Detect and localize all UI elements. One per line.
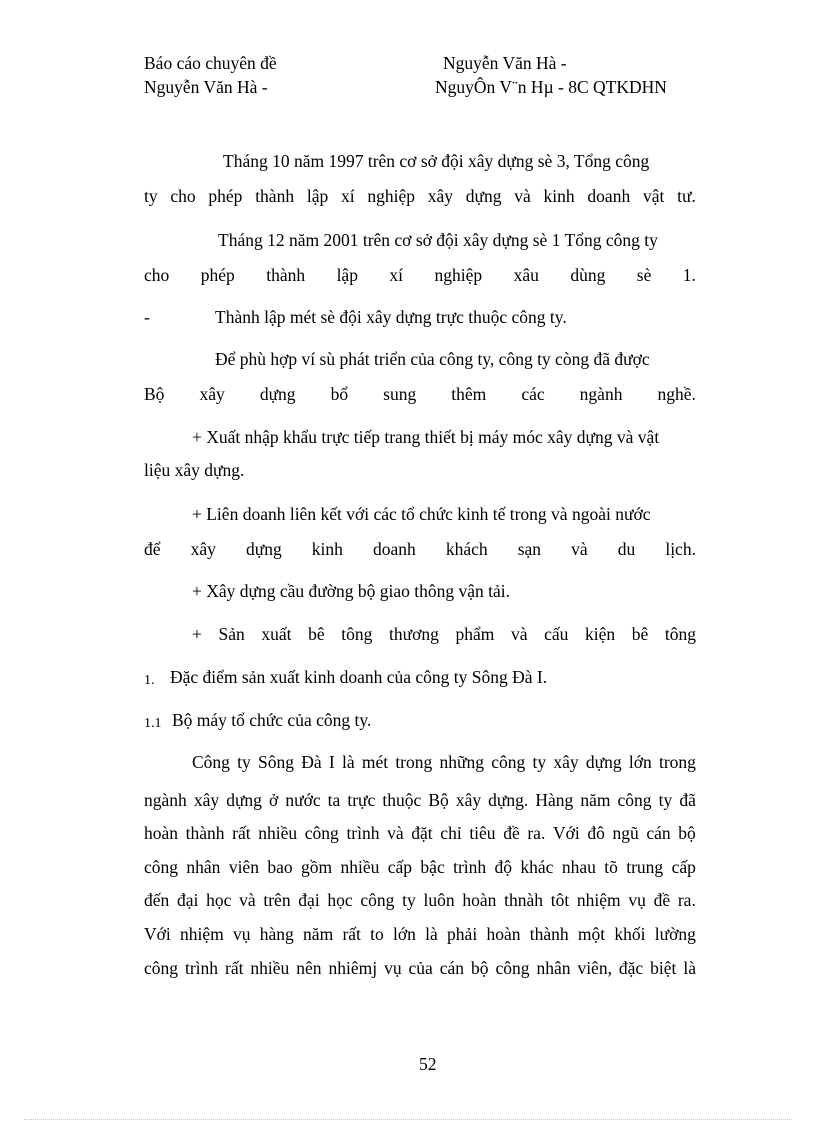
word: vụ: [628, 890, 646, 910]
word: vụ: [384, 958, 402, 978]
bullet-2-line-1: + Liên doanh liên kết với các tổ chức kinh tế trong và ngoài nước: [192, 504, 651, 524]
header-author-left: Nguyễn Văn Hà -: [144, 77, 268, 97]
word: 1.: [682, 265, 696, 285]
word: đến: [144, 890, 170, 910]
word: kinh: [543, 186, 575, 206]
word: lịch.: [665, 539, 696, 559]
word: dựng: [245, 539, 282, 559]
word: công: [617, 790, 652, 810]
paragraph-2-line-2: [144, 264, 696, 286]
paragraph-4-line-2: [144, 789, 696, 811]
word: trình: [346, 823, 380, 843]
word: ngành: [144, 790, 187, 810]
word: công: [304, 823, 339, 843]
word: nghề.: [657, 384, 696, 404]
word: xây: [427, 186, 454, 206]
dash-item-text: Thành lập mét sè đội xây dựng trực thuộc công ty.: [215, 307, 567, 327]
word: tõ: [604, 857, 618, 877]
word: trên: [263, 890, 291, 910]
word: đã: [679, 790, 696, 810]
word: nghiệp: [367, 186, 415, 206]
word: chỉ: [440, 823, 462, 843]
word: phẩm: [455, 624, 495, 644]
word: nhiều: [258, 823, 298, 843]
word: hoàn: [462, 890, 497, 910]
header-author-class: NguyÔn V¨n Hµ - 8C QTKDHN: [435, 77, 667, 97]
word: luôn: [423, 890, 455, 910]
word: nên: [296, 958, 322, 978]
word: xâu: [513, 265, 539, 285]
word: đại: [177, 890, 199, 910]
word: viên,: [577, 958, 612, 978]
word: thêm: [451, 384, 487, 404]
word: dựng: [585, 752, 622, 772]
word: đại: [298, 890, 320, 910]
word: trình: [453, 857, 487, 877]
word: một: [577, 924, 606, 944]
word: tôt: [550, 890, 570, 910]
word: và: [510, 624, 528, 644]
word: cho: [170, 186, 196, 206]
word: là: [425, 924, 438, 944]
footer-dotted-rule: [24, 1119, 792, 1120]
word: tông: [341, 624, 373, 644]
word: năm: [303, 924, 334, 944]
word: hàng: [259, 924, 294, 944]
word: xây: [455, 790, 482, 810]
word: nhiều: [340, 857, 380, 877]
word: trung: [626, 857, 664, 877]
word: Với: [552, 823, 580, 843]
word: nhau: [561, 857, 596, 877]
word: rất: [232, 823, 251, 843]
word: để: [144, 539, 161, 559]
word: công: [144, 958, 179, 978]
word: du: [617, 539, 636, 559]
word: to: [370, 924, 384, 944]
word: nhiêmj: [328, 958, 378, 978]
word: đề: [503, 823, 520, 843]
word: +: [192, 624, 202, 644]
word: bộ: [678, 823, 696, 843]
word: thành: [529, 924, 569, 944]
word: ty: [237, 752, 251, 772]
word: đặc: [618, 958, 644, 978]
word: lường: [654, 924, 696, 944]
word: những: [439, 752, 484, 772]
word: trong: [658, 752, 696, 772]
word: biệt: [650, 958, 677, 978]
word: khách: [445, 539, 488, 559]
word: Bộ: [144, 384, 165, 404]
word: Công: [192, 752, 230, 772]
paragraph-4-line-1: [192, 751, 696, 773]
word: đề: [653, 890, 671, 910]
word: cấp: [671, 857, 696, 877]
word: trình: [184, 958, 219, 978]
word: Sản: [218, 624, 245, 644]
word: Sông: [258, 752, 295, 772]
word: dựng: [465, 186, 502, 206]
word: sè: [636, 265, 652, 285]
word: cán: [646, 823, 671, 843]
header-report-title: Báo cáo chuyên đề: [144, 53, 277, 73]
word: dùng: [570, 265, 606, 285]
word: công: [495, 958, 530, 978]
word: ngành: [579, 384, 623, 404]
paragraph-4-line-3: [144, 822, 696, 844]
word: thương: [388, 624, 439, 644]
word: rất: [225, 958, 244, 978]
word: nước: [285, 790, 321, 810]
word: thành: [266, 265, 306, 285]
word: hoàn: [144, 823, 179, 843]
word: phải: [447, 924, 478, 944]
word: nhiều: [250, 958, 290, 978]
paragraph-1-line-2: [144, 185, 696, 207]
word: tông: [664, 624, 696, 644]
word: cho: [144, 265, 170, 285]
paragraph-4-line-4: [144, 856, 696, 878]
word: xây: [199, 384, 225, 404]
paragraph-3-line-1: Để phù hợp ví sù phát triển của công ty, công ty còng đã được: [215, 349, 650, 369]
word: tiêu: [469, 823, 496, 843]
word: ở: [269, 790, 279, 810]
word: cán: [439, 958, 465, 978]
word: dựng: [226, 790, 262, 810]
word: dựng.: [488, 790, 529, 810]
word: phép: [208, 186, 243, 206]
bullet-2-line-2: [144, 538, 696, 560]
paragraph-4-line-5: [144, 889, 696, 911]
paragraph-4-line-6: [144, 923, 696, 945]
word: nhân: [536, 958, 571, 978]
word: sạn: [517, 539, 542, 559]
word: lớn: [393, 924, 416, 944]
word: vụ: [233, 924, 251, 944]
word: bậc: [420, 857, 445, 877]
word: cấp: [387, 857, 413, 877]
word: đặt: [411, 823, 433, 843]
word: viên: [228, 857, 259, 877]
paragraph-4-line-7: [144, 957, 696, 979]
word: ra.: [677, 890, 696, 910]
word: lớn: [628, 752, 652, 772]
word: công: [360, 890, 395, 910]
word: là: [341, 752, 355, 772]
word: dựng: [259, 384, 296, 404]
word: ty: [402, 890, 416, 910]
word: tư.: [677, 186, 696, 206]
bullet-1-line-2: liệu xây dựng.: [144, 460, 245, 480]
word: trực: [347, 790, 376, 810]
word: thuộc: [382, 790, 422, 810]
word: học: [206, 890, 232, 910]
header-author-top: Nguyễn Văn Hà -: [443, 53, 567, 73]
word: rất: [342, 924, 361, 944]
bullet-4: [192, 623, 696, 645]
word: I: [328, 752, 335, 772]
word: xí: [340, 186, 355, 206]
word: nghiệp: [434, 265, 483, 285]
word: công: [491, 752, 526, 772]
word: khối: [614, 924, 646, 944]
word: học: [327, 890, 353, 910]
page-number: 52: [419, 1054, 437, 1074]
word: bộ: [471, 958, 489, 978]
word: nhiệm: [576, 890, 621, 910]
word: nhiệm: [180, 924, 224, 944]
word: vật: [642, 186, 665, 206]
word: xuất: [261, 624, 292, 644]
word: là: [683, 958, 696, 978]
word: Hàng: [535, 790, 574, 810]
word: công: [144, 857, 179, 877]
word: Bộ: [428, 790, 449, 810]
word: kiện: [584, 624, 616, 644]
word: và: [571, 539, 588, 559]
heading-1-number: 1.: [144, 673, 155, 688]
word: nhân: [186, 857, 221, 877]
word: bê: [308, 624, 325, 644]
word: bê: [631, 624, 649, 644]
word: Với: [144, 924, 171, 944]
word: ty: [144, 186, 158, 206]
word: lập: [336, 265, 358, 285]
word: và: [239, 890, 256, 910]
paragraph-2-line-1: Tháng 12 năm 2001 trên cơ sở đội xây dựng sè 1 Tổng công ty: [218, 230, 658, 250]
word: bổ: [330, 384, 349, 404]
word: xây: [553, 752, 579, 772]
word: của: [408, 958, 433, 978]
heading-1-text: Đặc điểm sản xuất kinh doanh của công ty Sông Đà I.: [170, 667, 548, 687]
word: các: [521, 384, 545, 404]
word: ta: [327, 790, 341, 810]
word: xây: [190, 539, 216, 559]
word: xây: [193, 790, 220, 810]
word: ra.: [527, 823, 546, 843]
word: gồm: [300, 857, 333, 877]
word: độ: [494, 857, 513, 877]
bullet-3: + Xây dựng cầu đường bộ giao thông vận tải.: [192, 581, 511, 601]
heading-1-1-number: 1.1: [144, 716, 162, 731]
word: sung: [383, 384, 417, 404]
word: thành: [185, 823, 225, 843]
word: phép: [200, 265, 235, 285]
paragraph-3-line-2: [144, 383, 696, 405]
word: doanh: [373, 539, 416, 559]
word: Đà: [301, 752, 322, 772]
heading-1-1-text: Bộ máy tổ chức của công ty.: [172, 710, 372, 730]
word: thành: [255, 186, 295, 206]
word: ty: [658, 790, 673, 810]
word: bao: [267, 857, 293, 877]
word: năm: [580, 790, 611, 810]
word: đô: [587, 823, 605, 843]
word: thnàh: [504, 890, 543, 910]
word: và: [387, 823, 404, 843]
word: kinh: [311, 539, 343, 559]
word: trong: [395, 752, 433, 772]
word: mét: [361, 752, 389, 772]
word: lập: [306, 186, 329, 206]
word: hoàn: [486, 924, 521, 944]
word: doanh: [587, 186, 631, 206]
word: và: [514, 186, 531, 206]
word: cấu: [544, 624, 569, 644]
word: xí: [389, 265, 404, 285]
word: ngũ: [612, 823, 639, 843]
dash-marker: -: [144, 307, 150, 327]
bullet-1-line-1: + Xuất nhập khẩu trực tiếp trang thiết bị máy móc xây dựng và vật: [192, 427, 660, 447]
paragraph-1-line-1: Tháng 10 năm 1997 trên cơ sở đội xây dựng sè 3, Tổng công: [223, 151, 650, 171]
word: ty: [532, 752, 547, 772]
word: khác: [520, 857, 554, 877]
